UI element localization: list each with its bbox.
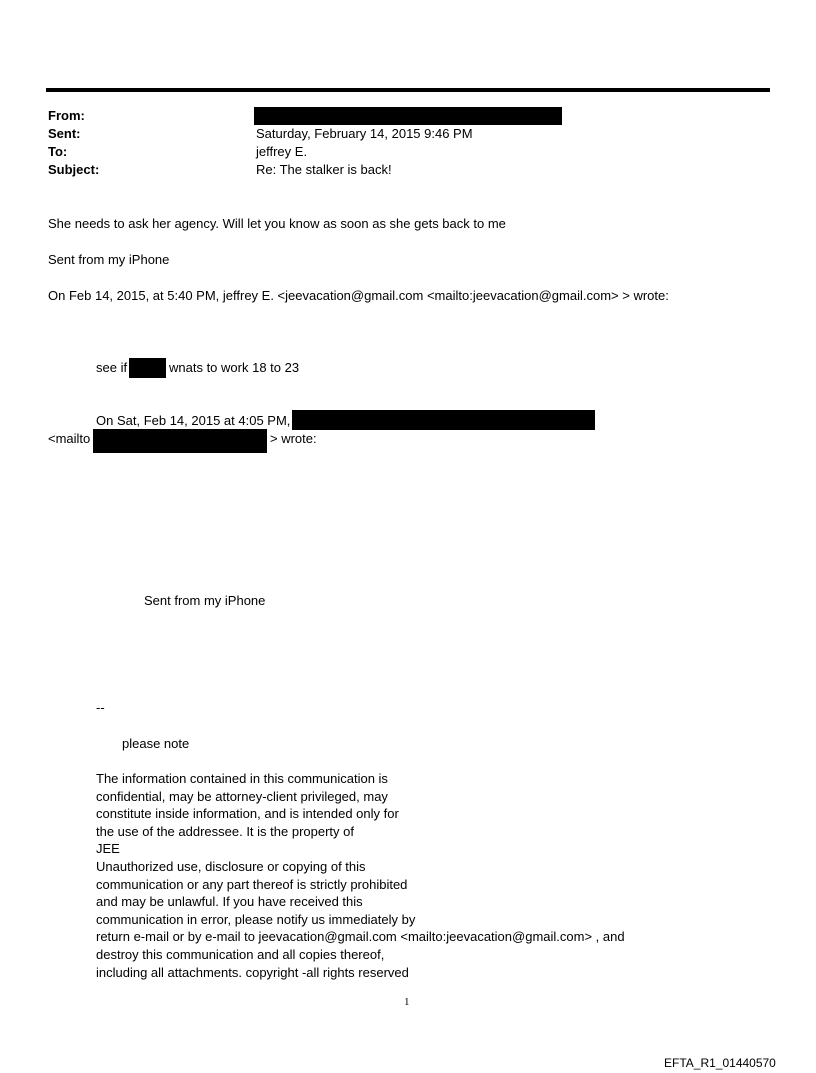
disclaimer-line: The information contained in this communication is	[96, 771, 388, 786]
quote-header-2-mailto: <mailto	[48, 431, 91, 446]
bates-number: EFTA_R1_01440570	[664, 1056, 776, 1070]
disclaimer-line: including all attachments. copyright -all rights reserved	[96, 964, 409, 980]
disclaimer-line: constitute inside information, and is intended only for	[96, 806, 399, 822]
disclaimer-line: communication in error, please notify us immediately by	[96, 911, 416, 927]
disclaimer-line: the use of the addressee. It is the property of	[96, 823, 354, 839]
quote-header-2-redacted-sender	[292, 410, 595, 430]
disclaimer-line: communication or any part thereof is strictly prohibited	[96, 876, 408, 892]
disclaimer-line: return e-mail or by e-mail to jeevacation@gmail.com <mailto:jeevacation@gmail.com> , and	[96, 929, 625, 945]
from-label: From:	[48, 108, 85, 123]
quoted-msg-suffix: wnats to work 18 to 23	[169, 360, 300, 375]
quote-header-2-redacted-email	[93, 429, 267, 453]
quoted-msg-redacted	[129, 358, 166, 378]
reply-text: She needs to ask her agency. Will let you know as soon as she gets back to me	[48, 216, 506, 231]
quote-header-2-prefix: On Sat, Feb 14, 2015 at 4:05 PM,	[96, 413, 291, 428]
page-number: 1	[404, 996, 410, 1008]
disclaimer-line: destroy this communication and all copies thereof,	[96, 946, 385, 962]
disclaimer-line: JEE	[96, 841, 120, 857]
from-value-redacted	[254, 107, 562, 125]
quoted-msg-prefix: see if	[96, 360, 128, 375]
quote-header-2-suffix: > wrote:	[270, 431, 317, 446]
please-note: please note	[122, 736, 190, 751]
signature-1: Sent from my iPhone	[48, 252, 170, 267]
header-rule	[46, 88, 770, 92]
sent-value: Saturday, February 14, 2015 9:46 PM	[256, 126, 473, 141]
disclaimer-line: Unauthorized use, disclosure or copying of this	[96, 858, 366, 874]
sent-label: Sent:	[48, 126, 81, 141]
quote-header-1: On Feb 14, 2015, at 5:40 PM, jeffrey E. <jeevacation@gmail.com <mailto:jeevacation@gmail.com> > wrote:	[48, 288, 669, 303]
disclaimer	[96, 770, 696, 981]
subject-value: Re: The stalker is back!	[256, 162, 392, 177]
to-value: jeffrey E.	[256, 144, 308, 159]
sig-separator: --	[96, 700, 105, 715]
signature-2: Sent from my iPhone	[144, 593, 266, 608]
disclaimer-line: and may be unlawful. If you have received this	[96, 894, 363, 910]
subject-label: Subject:	[48, 162, 100, 177]
to-label: To:	[48, 144, 68, 159]
disclaimer-line: confidential, may be attorney-client privileged, may	[96, 788, 388, 804]
